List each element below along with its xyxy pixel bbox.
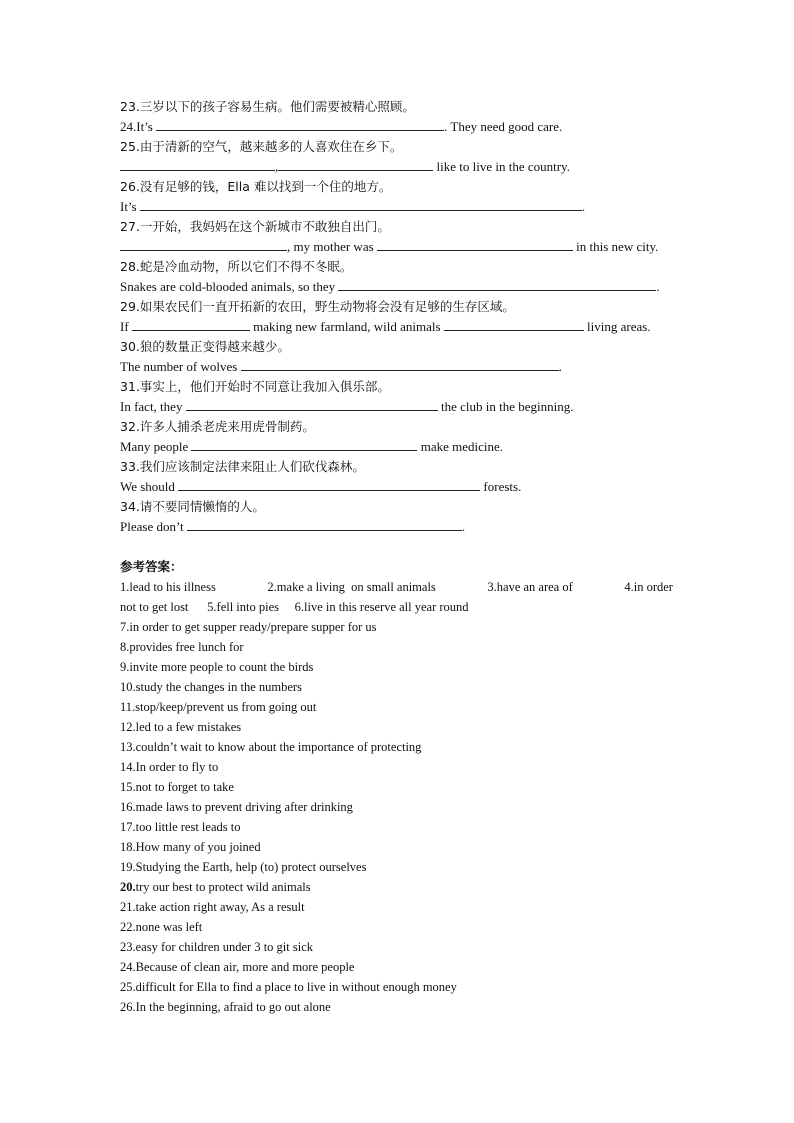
answer-item: 19.Studying the Earth, help (to) protect ourselves <box>120 860 367 874</box>
question-23-chinese: 23.三岁以下的孩子容易生病。他们需要被精心照顾。 <box>120 99 415 114</box>
question-31-english: In fact, they the club in the beginning. <box>120 399 574 414</box>
question-32-chinese: 32.许多人捕杀老虎来用虎骨制药。 <box>120 419 315 434</box>
answer-blank[interactable] <box>140 197 582 211</box>
answer-item: 18.How many of you joined <box>120 840 261 854</box>
answer-row-1: 1.lead to his illness 2.make a living on small animals 3.have an area of 4.in order <box>120 580 673 594</box>
question-30-chinese: 30.狼的数量正变得越来越少。 <box>120 339 290 354</box>
question-29-english: If making new farmland, wild animals living areas. <box>120 319 651 334</box>
answer-blank[interactable] <box>338 277 656 291</box>
answer-blank[interactable] <box>191 437 417 451</box>
answer-item: 11.stop/keep/prevent us from going out <box>120 700 317 714</box>
question-27-chinese: 27.一开始，我妈妈在这个新城市不敢独自出门。 <box>120 219 390 234</box>
answer-item: 13.couldn’t wait to know about the importance of protecting <box>120 740 422 754</box>
answer-blank[interactable] <box>178 477 480 491</box>
question-32-english: Many people make medicine. <box>120 439 504 454</box>
question-29-chinese: 29.如果农民们一直开拓新的农田，野生动物将会没有足够的生存区域。 <box>120 299 515 314</box>
answer-row-2: not to get lost 5.fell into pies 6.live in this reserve all year round <box>120 600 469 614</box>
question-26-chinese: 26.没有足够的钱，Ella 难以找到一个住的地方。 <box>120 179 392 194</box>
answer-item: 22.none was left <box>120 920 203 934</box>
question-33-english: We should forests. <box>120 479 522 494</box>
answer-item-20: 20.try our best to protect wild animals <box>120 880 311 894</box>
question-25-chinese: 25.由于清新的空气，越来越多的人喜欢住在乡下。 <box>120 139 403 154</box>
question-30-english: The number of wolves . <box>120 359 562 374</box>
question-28-english: Snakes are cold-blooded animals, so they . <box>120 279 660 294</box>
answer-item: 7.in order to get supper ready/prepare supper for us <box>120 620 377 634</box>
question-27-english: , my mother was in this new city. <box>120 237 675 257</box>
answer-item: 23.easy for children under 3 to git sick <box>120 940 314 954</box>
question-25-english: , like to live in the country. <box>120 157 675 177</box>
answer-item: 25.difficult for Ella to find a place to live in without enough money <box>120 980 457 994</box>
question-26-english: It’s . <box>120 199 586 214</box>
answer-blank[interactable] <box>120 237 287 251</box>
answer-item: 8.provides free lunch for <box>120 640 244 654</box>
answer-blank[interactable] <box>278 157 433 171</box>
worksheet-page <box>120 97 675 1017</box>
question-34-english: Please don’t . <box>120 519 466 534</box>
question-31-chinese: 31.事实上，他们开始时不同意让我加入俱乐部。 <box>120 379 390 394</box>
answer-item: 10.study the changes in the numbers <box>120 680 302 694</box>
answer-item: 9.invite more people to count the birds <box>120 660 314 674</box>
question-28-chinese: 28.蛇是冷血动物，所以它们不得不冬眠。 <box>120 259 353 274</box>
answer-blank[interactable] <box>187 517 462 531</box>
answer-blank[interactable] <box>444 317 584 331</box>
answer-blank[interactable] <box>186 397 438 411</box>
answer-item: 12.led to a few mistakes <box>120 720 242 734</box>
answer-blank[interactable] <box>132 317 250 331</box>
question-33-chinese: 33.我们应该制定法律来阻止人们砍伐森林。 <box>120 459 365 474</box>
answer-item: 14.In order to fly to <box>120 760 219 774</box>
answer-blank[interactable] <box>241 357 559 371</box>
answer-item: 21.take action right away, As a result <box>120 900 305 914</box>
answer-item: 17.too little rest leads to <box>120 820 241 834</box>
answer-key-title: 参考答案： <box>120 559 183 574</box>
answer-item: 24.Because of clean air, more and more people <box>120 960 355 974</box>
answer-item: 15.not to forget to take <box>120 780 234 794</box>
answer-blank[interactable] <box>120 157 275 171</box>
answer-blank[interactable] <box>377 237 573 251</box>
question-34-chinese: 34.请不要同情懒惰的人。 <box>120 499 265 514</box>
answer-item: 26.In the beginning, afraid to go out alone <box>120 1000 331 1014</box>
answer-blank[interactable] <box>156 117 444 131</box>
answer-item: 16.made laws to prevent driving after drinking <box>120 800 353 814</box>
question-24-english: 24.It’s . They need good care. <box>120 119 563 134</box>
answer-key <box>120 557 675 1017</box>
